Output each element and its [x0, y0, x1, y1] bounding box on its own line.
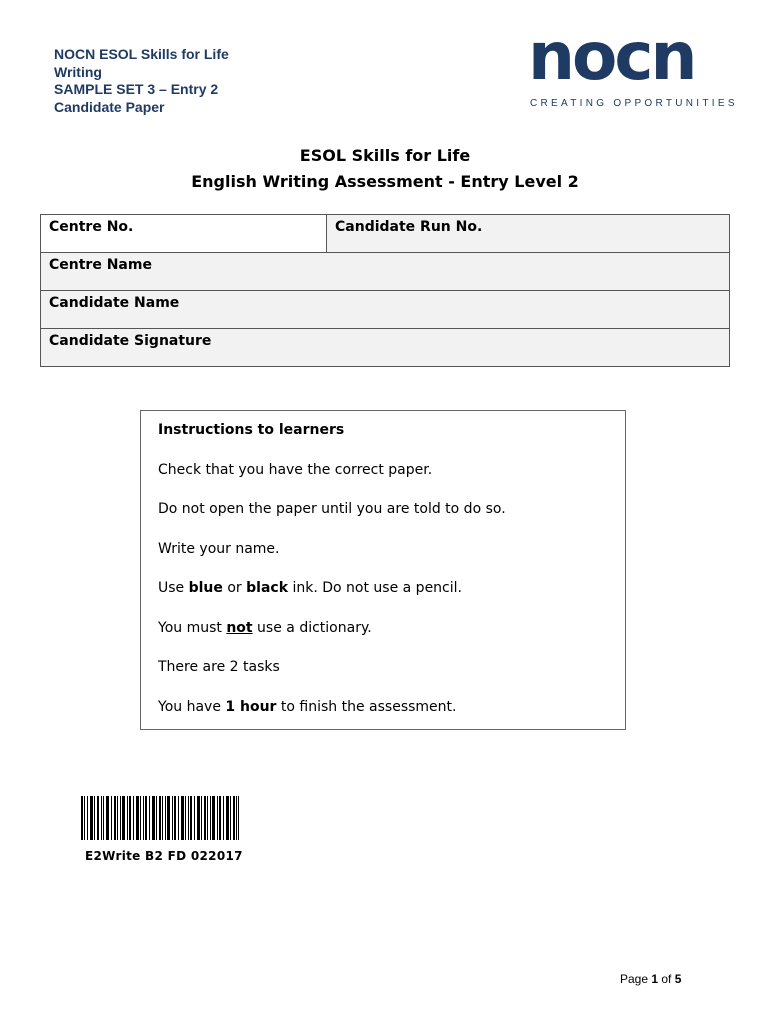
document-header: [54, 46, 229, 116]
logo-tagline: CREATING OPPORTUNITIES: [530, 98, 738, 109]
logo-wordmark: nocn: [528, 18, 695, 95]
nocn-logo: [528, 18, 738, 112]
ink-blue: blue: [188, 580, 223, 596]
ink-text-c: or: [222, 580, 247, 596]
page-label: Page: [620, 972, 652, 986]
instructions-box: [140, 410, 626, 730]
time-1-hour: 1 hour: [225, 698, 277, 715]
title-line-1: ESOL Skills for Life: [299, 146, 471, 165]
barcode-icon: [81, 796, 239, 840]
dict-text-a: You must: [158, 619, 227, 636]
centre-no-field[interactable]: Centre No.: [41, 215, 327, 252]
centre-name-field[interactable]: Centre Name: [49, 257, 152, 273]
instruction-dictionary: [158, 620, 608, 660]
title-line-2: English Writing Assessment - Entry Level 2: [191, 172, 579, 191]
instruction-write-name: Write your name.: [158, 540, 280, 557]
page-total: 5: [674, 972, 682, 986]
candidate-signature-field[interactable]: Candidate Signature: [49, 333, 212, 349]
dict-text-c: use a dictionary.: [252, 619, 372, 636]
instruction-check-paper: Check that you have the correct paper.: [158, 461, 433, 478]
page-number: [620, 972, 681, 986]
candidate-name-field[interactable]: Candidate Name: [49, 295, 180, 311]
form-row-centre: [41, 215, 729, 252]
ink-text-a: Use: [158, 580, 189, 596]
form-row-candidate-name: [41, 290, 729, 328]
form-row-centre-name: [41, 252, 729, 290]
instruction-ink: [158, 580, 608, 620]
ink-text-e: ink. Do not use a pencil.: [288, 580, 462, 596]
instruction-tasks: There are 2 tasks: [158, 659, 280, 675]
page-of: of: [658, 972, 675, 986]
time-text-c: to finish the assessment.: [276, 698, 457, 715]
time-text-a: You have: [158, 698, 226, 715]
header-line-3: SAMPLE SET 3 – Entry 2: [54, 81, 219, 97]
ink-black: black: [246, 580, 289, 596]
instruction-time: [158, 699, 608, 739]
page-current: 1: [651, 972, 659, 986]
candidate-details-form: [40, 214, 730, 367]
header-line-2: Writing: [54, 63, 102, 80]
dict-not: not: [226, 619, 253, 636]
header-line-1: NOCN ESOL Skills for Life: [54, 46, 229, 62]
header-line-4: Candidate Paper: [54, 98, 165, 115]
instructions-heading: Instructions to learners: [158, 422, 345, 438]
barcode-label: E2Write B2 FD 022017: [85, 849, 243, 863]
candidate-run-no-field[interactable]: Candidate Run No.: [335, 219, 483, 235]
form-row-signature: [41, 328, 729, 366]
instruction-do-not-open: Do not open the paper until you are told to do so.: [158, 501, 506, 517]
